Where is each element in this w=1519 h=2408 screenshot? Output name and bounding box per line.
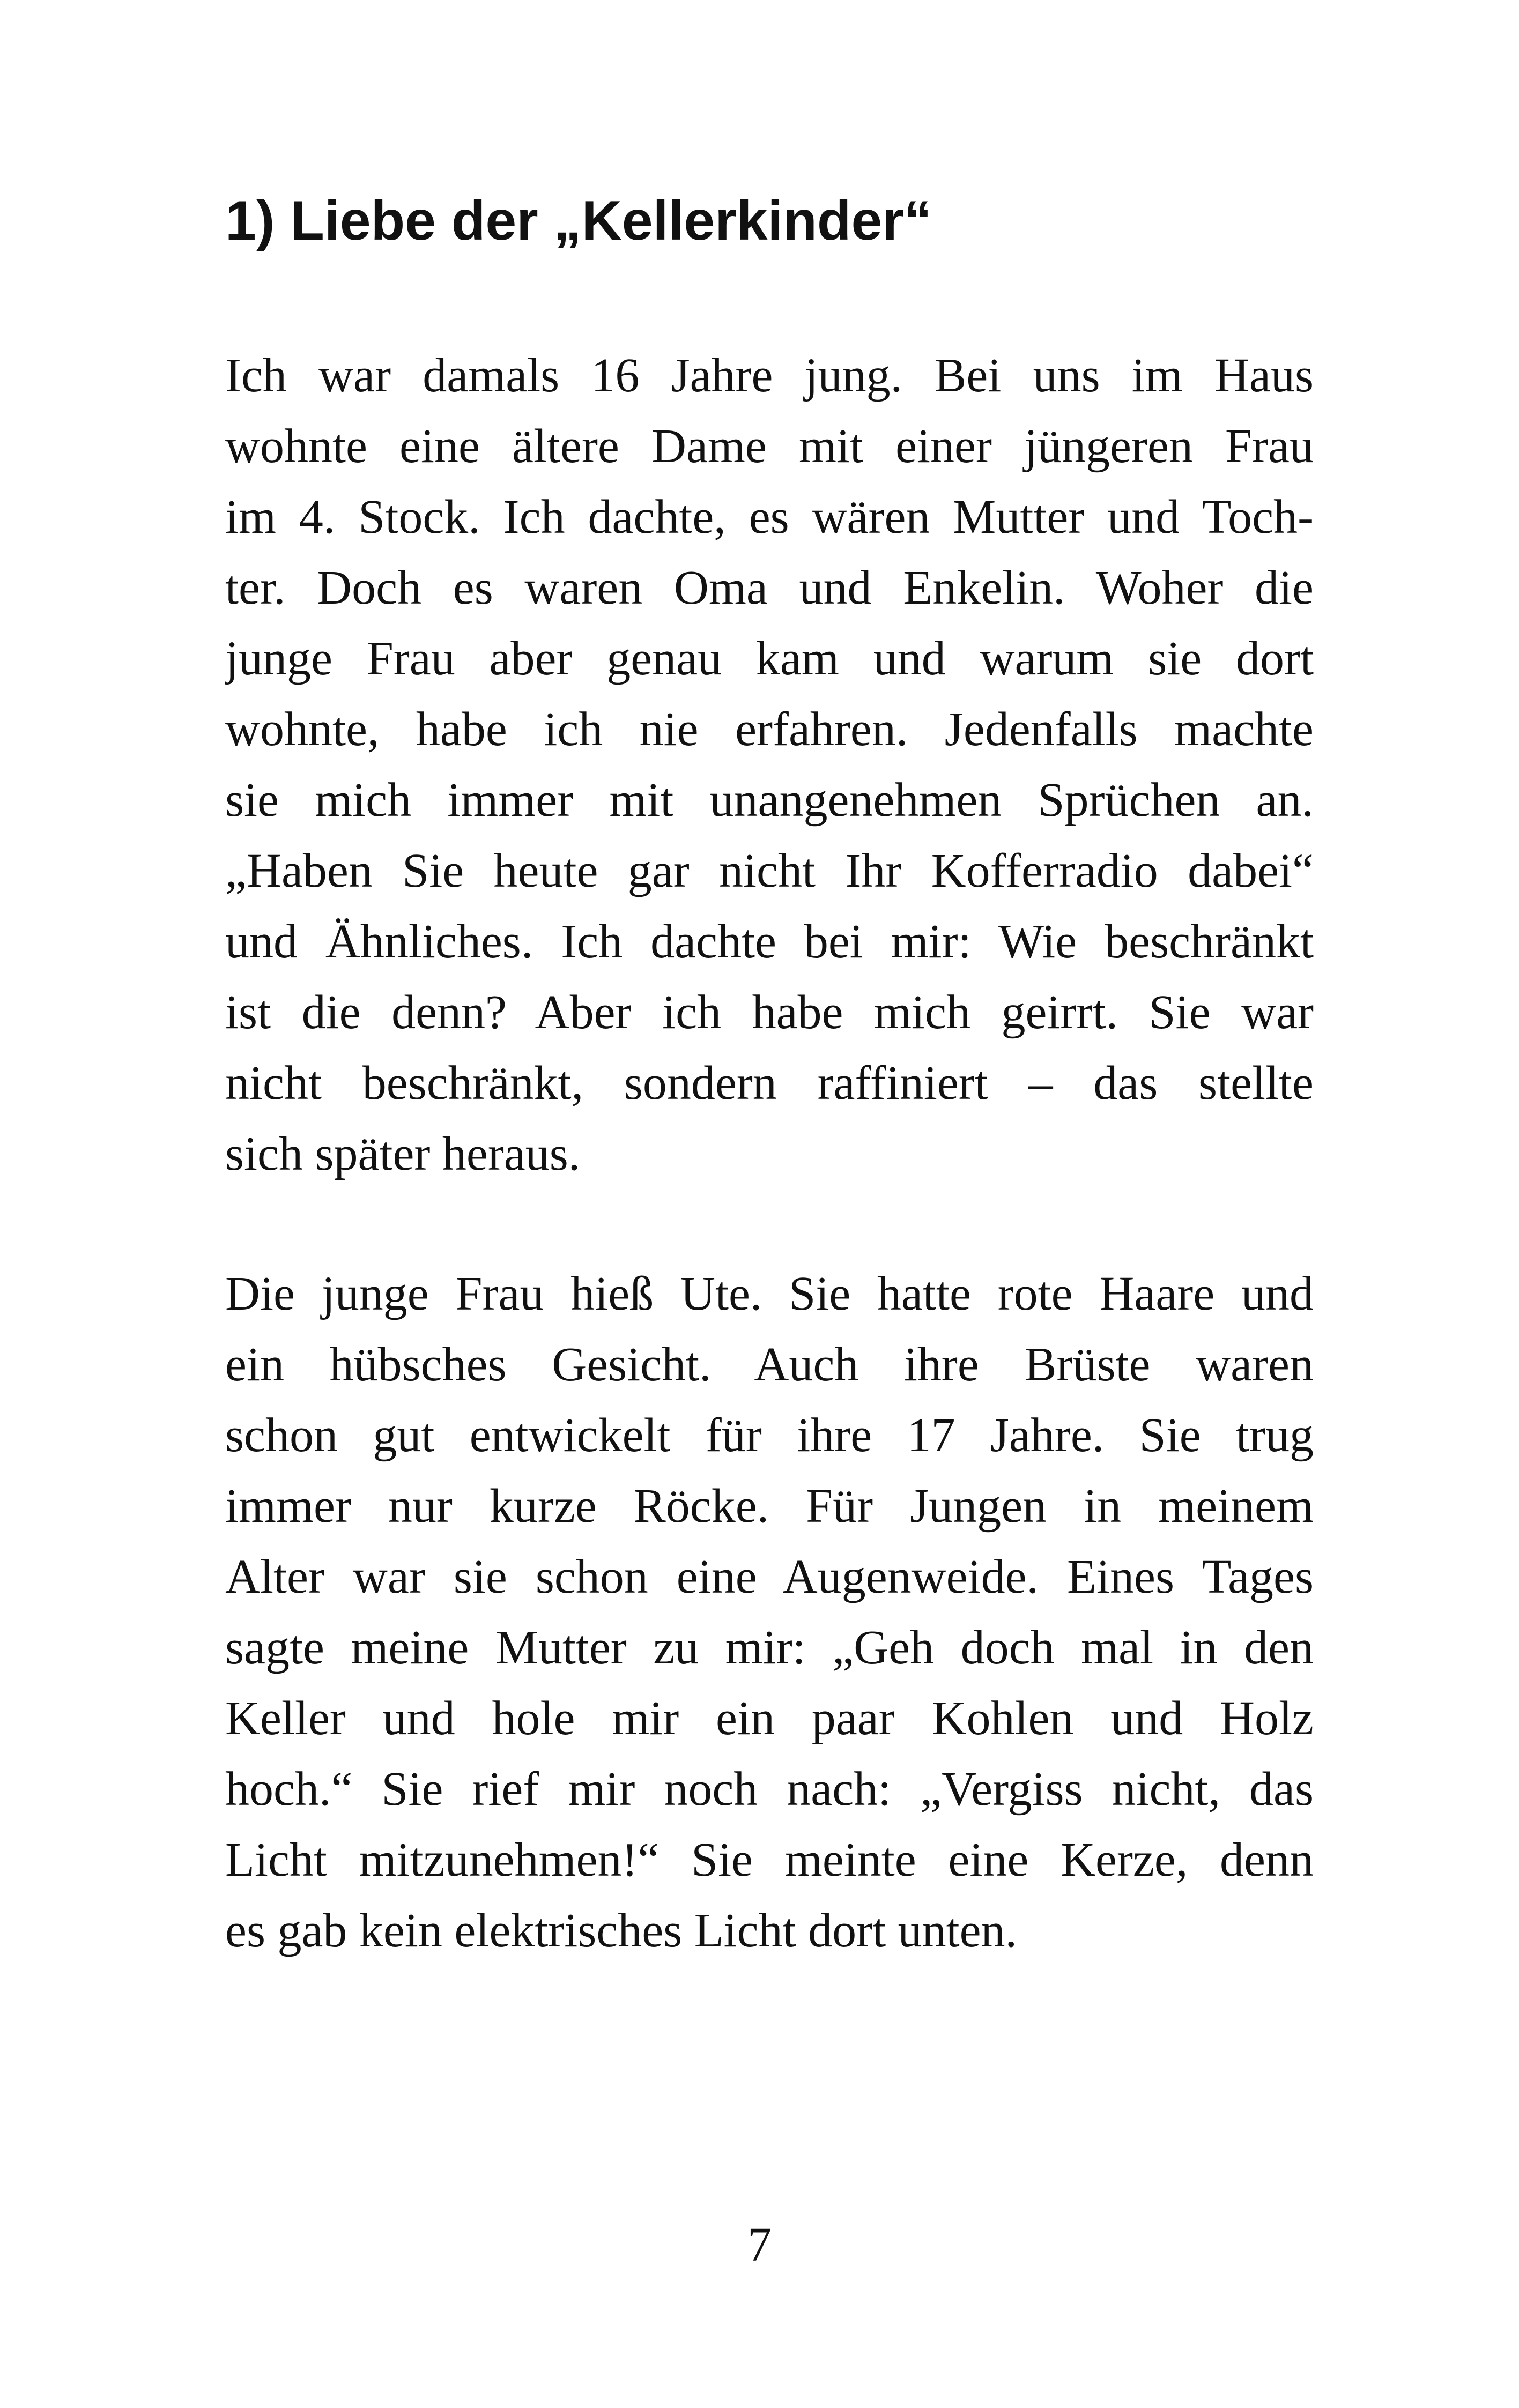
text-line: sich später heraus.: [225, 1127, 581, 1180]
text-line: Keller und hole mir ein paar Kohlen und Holz: [225, 1692, 1314, 1745]
text-line: ein hübsches Gesicht. Auch ihre Brüste waren: [225, 1338, 1314, 1391]
text-line: im 4. Stock. Ich dachte, es wären Mutter und Toch-: [225, 490, 1314, 544]
paragraph-2: [225, 1259, 1314, 1966]
text-line: sagte meine Mutter zu mir: „Geh doch mal in den: [225, 1621, 1314, 1674]
text-line: Ich war damals 16 Jahre jung. Bei uns im Haus: [225, 349, 1314, 402]
paragraph-1: [225, 340, 1314, 1190]
text-line: „Haben Sie heute gar nicht Ihr Kofferradio dabei“: [225, 844, 1314, 897]
text-line: Alter war sie schon eine Augenweide. Eines Tages: [225, 1550, 1314, 1603]
text-line: und Ähnliches. Ich dachte bei mir: Wie beschränkt: [225, 915, 1314, 968]
text-line: hoch.“ Sie rief mir noch nach: „Vergiss nicht, das: [225, 1763, 1314, 1816]
text-line: nicht beschränkt, sondern raffiniert – das stellte: [225, 1057, 1314, 1110]
text-line: Licht mitzunehmen!“ Sie meinte eine Kerze, denn: [225, 1833, 1314, 1886]
text-line: Die junge Frau hieß Ute. Sie hatte rote Haare und: [225, 1267, 1314, 1320]
text-line: junge Frau aber genau kam und warum sie dort: [225, 632, 1314, 685]
text-line: ist die denn? Aber ich habe mich geirrt. Sie war: [225, 986, 1314, 1039]
page-number: 7: [747, 2218, 772, 2271]
text-line: sie mich immer mit unangenehmen Sprüchen an.: [225, 774, 1314, 827]
text-line: wohnte, habe ich nie erfahren. Jedenfalls machte: [225, 703, 1314, 756]
chapter-title: 1) Liebe der „Kellerkinder“: [225, 190, 932, 252]
text-line: immer nur kurze Röcke. Für Jungen in meinem: [225, 1480, 1314, 1533]
text-line: ter. Doch es waren Oma und Enkelin. Woher die: [225, 561, 1314, 614]
text-line: schon gut entwickelt für ihre 17 Jahre. Sie trug: [225, 1409, 1314, 1462]
text-line: es gab kein elektrisches Licht dort unten.: [225, 1904, 1018, 1957]
text-line: wohnte eine ältere Dame mit einer jüngeren Frau: [225, 420, 1314, 473]
